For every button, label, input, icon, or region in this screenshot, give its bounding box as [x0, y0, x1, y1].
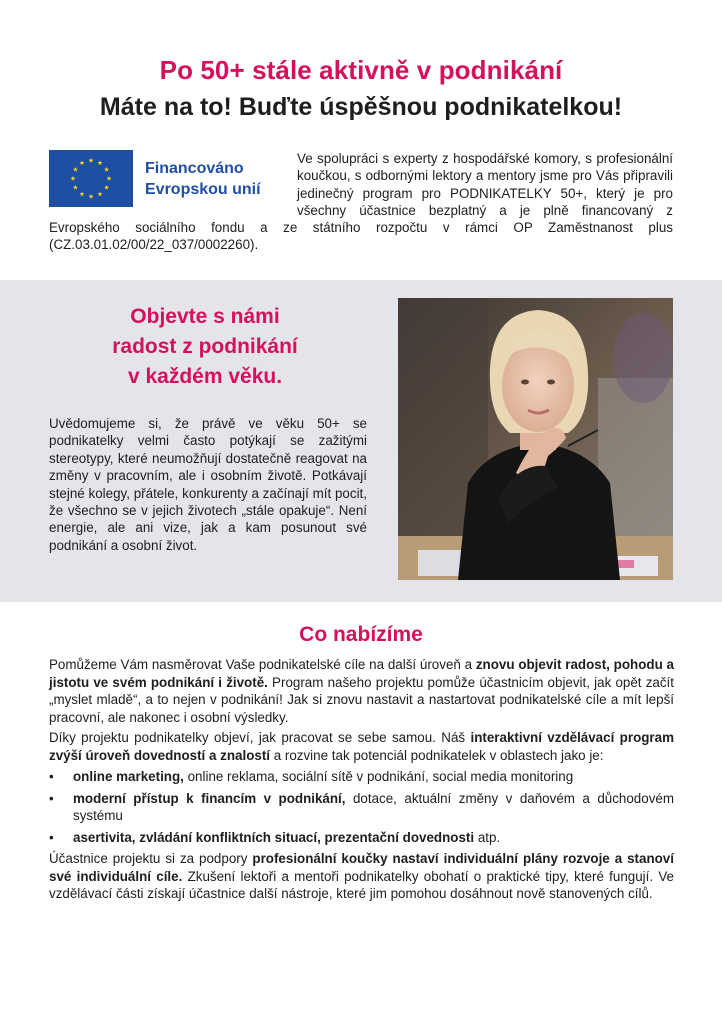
eu-funding-line1: Financováno — [145, 159, 244, 177]
eu-funding-line2: Evropskou unií — [145, 180, 261, 198]
section-heading-objevte — [60, 302, 350, 392]
offer-section — [49, 656, 674, 906]
intro-text: Ve spolupráci s experty z hospodářské komory, s profesionální koučkou, s odbornými lektory a mentory jsme pro Vás připravili jedinečný program pro PODNIKATELKY 50+, který je pro všechny účastnice bezplatný a je plně financovaný z Evropského sociálního fondu a ze státního rozpočtu v rámci OP Zaměstnanost plus (CZ.03.01.02/00/22_037/0002260). — [49, 151, 673, 253]
offer-paragraph-1: Pomůžeme Vám nasměrovat Vaše podnikatelské cíle na další úroveň a znovu objevit radost, pohodu a jistotu ve svém podnikání i životě. Program našeho projektu pomůže účastnicím objevit, jak opět začít „myslet mladě“, a to nejen v podnikání! Jak si znovu nastavit a nastartovat podnikatelské cíle a mít lepší pracovní, ale nakonec i osobní výsledky. — [49, 657, 674, 725]
list-item: • moderní přístup k financím v podnikání, dotace, aktuální změny v daňovém a důchodovém systému — [49, 790, 674, 823]
objevte-paragraph: Uvědomujeme si, že právě ve věku 50+ se podnikatelky velmi často potýkají se zažitými stereotypy, které neumožňují dostatečně reagovat na změny v pracovním, ale i osobním životě. Potkávají stejné kolegy, přátele, konkurenty a začínají mít pocit, že všechno se v jejich životech „stále opakuje“. Není energie, ale ani vize, jak a kam posunout své podnikání a osobní život. — [49, 416, 367, 553]
offer-topic-list — [49, 768, 674, 846]
page-subtitle: Máte na to! Buďte úspěšnou podnikatelkou! — [99, 93, 623, 121]
offer-paragraph-2: Díky projektu podnikatelky objeví, jak pracovat se sebe samou. Náš interaktivní vzdělávací program zvýší úroveň dovedností a znalostí a rozvine tak potenciál podnikatelek v oblastech jako je: — [49, 730, 674, 763]
list-item: • online marketing, online reklama, sociální sítě v podnikání, social media monitoring — [49, 769, 574, 784]
intro-paragraph — [49, 150, 673, 254]
businesswoman-photo — [398, 298, 673, 580]
heading-line: radost z podnikání — [112, 335, 298, 358]
heading-line: Objevte s námi — [130, 305, 280, 328]
offer-paragraph-3: Účastnice projektu si za podpory profesionální koučky nastaví individuální plány rozvoje a stanoví své individuální cíle. Zkušení lektoři a mentoři podnikatelky obohatí o praktické tipy, které fungují. Ve vzdělávací části získají účastnice další nástroje, které jim pomohou dosáhnout nově stanovených cílů. — [49, 851, 675, 901]
section-heading-offer: Co nabízíme — [299, 623, 423, 646]
list-item: • asertivita, zvládání konfliktních situací, prezentační dovednosti atp. — [49, 829, 501, 845]
heading-line: v každém věku. — [127, 365, 283, 388]
page-title: Po 50+ stále aktivně v podnikání — [159, 55, 563, 85]
